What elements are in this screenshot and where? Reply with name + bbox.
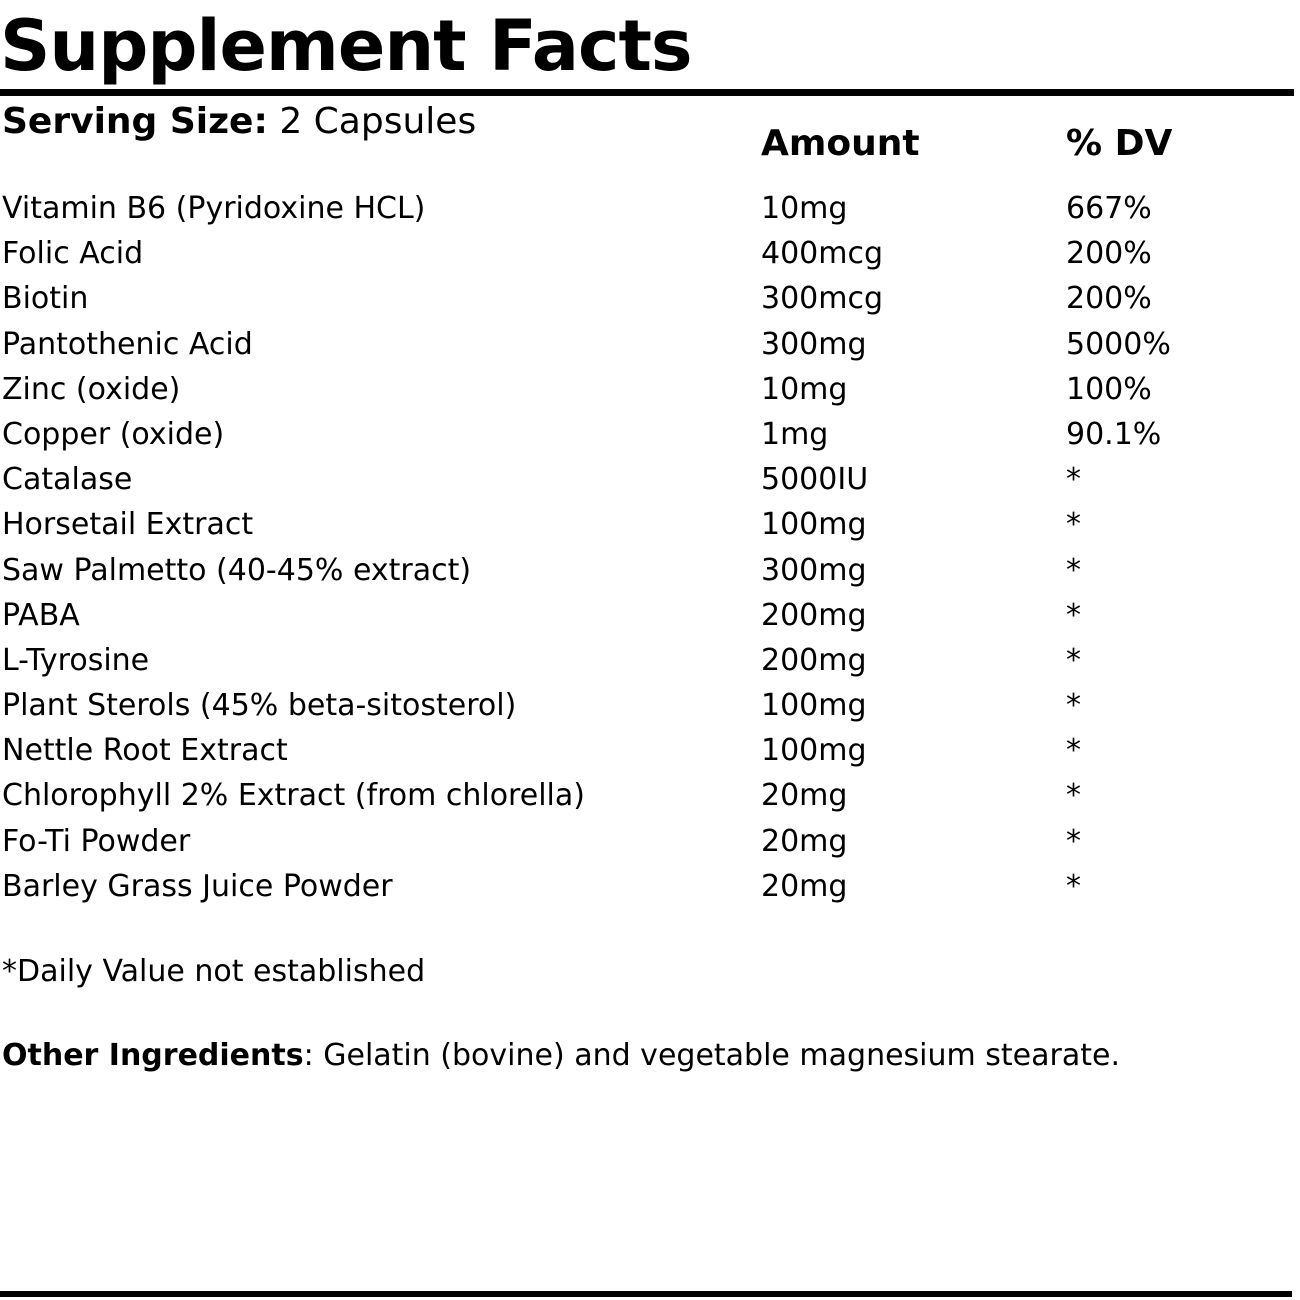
ingredient-amount: 400mcg: [761, 236, 884, 272]
ingredient-amount: 200mg: [761, 597, 867, 633]
ingredient-name: Plant Sterols (45% beta-sitosterol): [2, 688, 517, 724]
table-row: [0, 502, 1294, 547]
ingredient-amount: 100mg: [761, 733, 867, 769]
ingredient-name: Catalase: [2, 462, 133, 498]
ingredient-name: Copper (oxide): [2, 416, 225, 452]
table-row: [0, 367, 1294, 412]
ingredient-name: Barley Grass Juice Powder: [2, 868, 393, 904]
ingredient-daily-value: 200%: [1066, 281, 1152, 317]
other-ingredients-label: Other Ingredients: [2, 1038, 304, 1073]
table-row: [0, 683, 1294, 728]
ingredient-daily-value: *: [1066, 507, 1081, 543]
other-ingredients: [2, 1034, 1120, 1078]
ingredient-amount: 5000IU: [761, 462, 869, 498]
ingredient-amount: 300mg: [761, 326, 867, 362]
ingredient-daily-value: *: [1066, 733, 1081, 769]
ingredient-daily-value: *: [1066, 462, 1081, 498]
table-row: [0, 864, 1294, 909]
ingredient-name: Chlorophyll 2% Extract (from chlorella): [2, 778, 585, 814]
ingredient-table: [0, 186, 1294, 909]
ingredient-name: Fo-Ti Powder: [2, 823, 191, 859]
table-row: [0, 638, 1294, 683]
table-row: [0, 412, 1294, 457]
serving-size: [2, 100, 476, 144]
ingredient-amount: 200mg: [761, 642, 867, 678]
ingredient-amount: 1mg: [761, 416, 829, 452]
ingredient-name: Saw Palmetto (40-45% extract): [2, 552, 472, 588]
footnote: *Daily Value not established: [2, 954, 426, 989]
page-title: Supplement Facts: [0, 5, 692, 87]
ingredient-amount: 300mg: [761, 552, 867, 588]
table-row: [0, 773, 1294, 818]
ingredient-amount: 100mg: [761, 688, 867, 724]
table-row: [0, 186, 1294, 231]
table-row: [0, 231, 1294, 276]
table-row: [0, 322, 1294, 367]
ingredient-amount: 20mg: [761, 778, 848, 814]
ingredient-name: Horsetail Extract: [2, 507, 254, 543]
ingredient-name: Pantothenic Acid: [2, 326, 253, 362]
title-divider: [0, 89, 1294, 96]
ingredient-name: Vitamin B6 (Pyridoxine HCL): [2, 191, 426, 226]
table-row: [0, 728, 1294, 773]
ingredient-name: Biotin: [2, 281, 89, 317]
ingredient-daily-value: 90.1%: [1066, 416, 1162, 452]
ingredient-amount: 10mg: [761, 191, 848, 226]
ingredient-daily-value: *: [1066, 642, 1081, 678]
ingredient-name: Nettle Root Extract: [2, 733, 288, 769]
ingredient-daily-value: 667%: [1066, 191, 1152, 226]
serving-size-value: 2 Capsules: [267, 101, 477, 142]
table-row: [0, 819, 1294, 864]
ingredient-daily-value: *: [1066, 868, 1081, 904]
ingredient-daily-value: 100%: [1066, 371, 1152, 407]
ingredient-daily-value: 5000%: [1066, 326, 1171, 362]
serving-size-label: Serving Size:: [2, 101, 268, 142]
amount-column-header: Amount: [761, 123, 920, 164]
ingredient-amount: 300mcg: [761, 281, 884, 317]
table-row: [0, 457, 1294, 502]
table-row: [0, 593, 1294, 638]
bottom-divider: [0, 1291, 1292, 1297]
table-row: [0, 276, 1294, 321]
ingredient-amount: 20mg: [761, 823, 848, 859]
ingredient-amount: 20mg: [761, 868, 848, 904]
ingredient-daily-value: *: [1066, 823, 1081, 859]
ingredient-amount: 100mg: [761, 507, 867, 543]
dv-column-header: % DV: [1066, 123, 1173, 164]
other-ingredients-text: : Gelatin (bovine) and vegetable magnesium stearate.: [303, 1038, 1120, 1073]
ingredient-daily-value: *: [1066, 778, 1081, 814]
table-row: [0, 548, 1294, 593]
ingredient-daily-value: *: [1066, 597, 1081, 633]
ingredient-name: L-Tyrosine: [2, 642, 150, 678]
ingredient-name: Folic Acid: [2, 236, 144, 272]
ingredient-name: Zinc (oxide): [2, 371, 181, 407]
ingredient-daily-value: 200%: [1066, 236, 1152, 272]
ingredient-amount: 10mg: [761, 371, 848, 407]
ingredient-daily-value: *: [1066, 552, 1081, 588]
ingredient-name: PABA: [2, 597, 80, 633]
ingredient-daily-value: *: [1066, 688, 1081, 724]
